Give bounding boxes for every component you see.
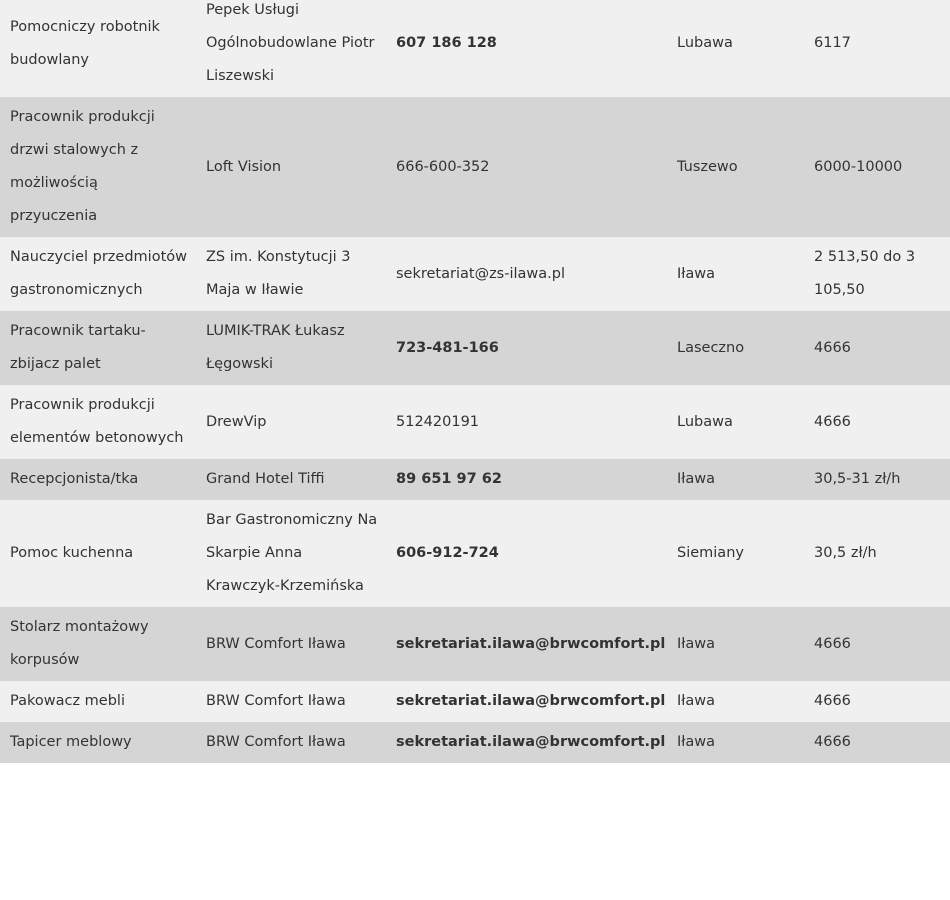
- position-cell: Pracownik produkcji elementów betonowych: [10, 397, 184, 446]
- table-row: [0, 500, 950, 607]
- contact-cell: 723-481-166: [396, 339, 499, 356]
- contact-cell: 666-600-352: [396, 158, 490, 175]
- salary-cell: 30,5 zł/h: [814, 545, 877, 561]
- salary-cell: 6117: [814, 35, 851, 51]
- salary-cell: 4666: [814, 413, 851, 430]
- salary-cell: 4666: [814, 635, 851, 652]
- position-cell: Pomoc kuchenna: [10, 545, 134, 561]
- salary-cell: 4666: [814, 339, 851, 356]
- location-cell: Lubawa: [677, 413, 733, 430]
- salary-cell: 6000-10000: [814, 158, 903, 175]
- position-cell: Pracownik produkcji drzwi stalowych z możliwością przyuczenia: [10, 109, 155, 224]
- location-cell: Iława: [677, 693, 716, 709]
- employer-cell: LUMIK-TRAK Łukasz Łęgowski: [206, 323, 345, 372]
- location-cell: Lubawa: [677, 35, 733, 51]
- employer-cell: BRW Comfort Iława: [206, 693, 346, 709]
- employer-cell: Pepek Usługi Ogólnobudowlane Piotr Liszewski: [206, 2, 375, 84]
- table-row: [0, 722, 950, 763]
- position-cell: Nauczyciel przedmiotów gastronomicznych: [10, 249, 187, 298]
- location-cell: Tuszewo: [677, 158, 738, 175]
- position-cell: Pomocniczy robotnik budowlany: [10, 18, 160, 68]
- contact-cell: 607 186 128: [396, 35, 497, 51]
- table-row: [0, 97, 950, 237]
- contact-cell: 89 651 97 62: [396, 471, 502, 487]
- location-cell: Laseczno: [677, 339, 745, 356]
- contact-email-link[interactable]: sekretariat.ilawa@brwcomfort.pl: [396, 693, 666, 709]
- salary-cell: 30,5-31 zł/h: [814, 471, 901, 487]
- location-cell: Iława: [677, 471, 716, 487]
- employer-cell: BRW Comfort Iława: [206, 734, 346, 750]
- employer-cell: Loft Vision: [206, 158, 282, 175]
- table-row: [0, 607, 950, 681]
- table-row: [0, 459, 950, 500]
- contact-email-link[interactable]: sekretariat.ilawa@brwcomfort.pl: [396, 734, 666, 750]
- table-row: [0, 385, 950, 459]
- position-cell: Stolarz montażowy korpusów: [10, 619, 149, 668]
- position-cell: Tapicer meblowy: [10, 734, 132, 750]
- position-cell: Pracownik tartaku-zbijacz palet: [10, 323, 146, 372]
- position-cell: Recepcjonista/tka: [10, 471, 139, 487]
- contact-email-link[interactable]: sekretariat.ilawa@brwcomfort.pl: [396, 635, 666, 652]
- position-cell: Pakowacz mebli: [10, 693, 125, 709]
- table-row: [0, 0, 950, 97]
- contact-email-link[interactable]: sekretariat@zs-ilawa.pl: [396, 265, 565, 282]
- salary-cell: 2 513,50 do 3 105,50: [814, 249, 916, 298]
- contact-cell: 512420191: [396, 413, 480, 430]
- salary-cell: 4666: [814, 734, 851, 750]
- table-row: [0, 681, 950, 722]
- salary-cell: 4666: [814, 693, 851, 709]
- employer-cell: Grand Hotel Tiffi: [206, 471, 325, 487]
- location-cell: Iława: [677, 265, 716, 282]
- location-cell: Iława: [677, 734, 716, 750]
- location-cell: Siemiany: [677, 545, 744, 561]
- employer-cell: BRW Comfort Iława: [206, 635, 346, 652]
- contact-cell: 606-912-724: [396, 545, 499, 561]
- table-row: [0, 311, 950, 385]
- employer-cell: ZS im. Konstytucji 3 Maja w Iławie: [206, 249, 351, 298]
- employer-cell: DrewVip: [206, 413, 267, 430]
- location-cell: Iława: [677, 635, 716, 652]
- employer-cell: Bar Gastronomiczny Na Skarpie Anna Krawczyk-Krzemińska: [206, 512, 378, 594]
- table-row: [0, 237, 950, 311]
